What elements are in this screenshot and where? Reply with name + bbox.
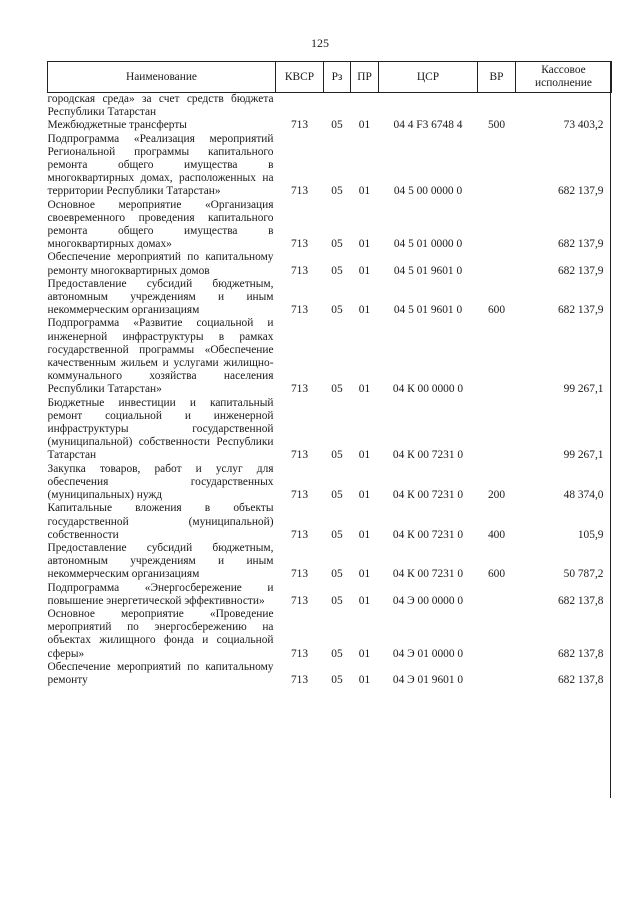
- table-row: [48, 119, 612, 132]
- row-rz: 05: [331, 647, 343, 660]
- row-csr: 04 4 F3 6748 4: [393, 119, 463, 132]
- row-vr: 600: [487, 304, 506, 317]
- row-kvsr: 713: [290, 594, 309, 607]
- table-row: [48, 661, 612, 687]
- row-vr: [478, 397, 516, 463]
- row-amount: 99 267,1: [563, 383, 604, 396]
- table-row: [48, 397, 612, 463]
- row-kvsr: 713: [290, 185, 309, 198]
- header-vr: ВР: [478, 62, 516, 93]
- row-pr: 01: [358, 264, 371, 277]
- row-name: Предоставление субсидий бюджетным, автономным учреждениям и иным некоммерческим организациям: [47, 277, 274, 317]
- table-row: [48, 133, 612, 199]
- row-csr: 04 5 01 9601 0: [393, 264, 463, 277]
- row-rz: 05: [331, 594, 343, 607]
- row-csr: [379, 93, 478, 120]
- row-kvsr: 713: [290, 264, 309, 277]
- row-csr: 04 К 00 7231 0: [392, 449, 464, 462]
- row-kvsr: 713: [290, 238, 309, 251]
- row-name: Межбюджетные трансферты: [47, 119, 187, 132]
- row-name: Закупка товаров, работ и услуг для обеспечения государственных (муниципальных) нужд: [47, 462, 274, 502]
- row-csr: 04 Э 00 0000 0: [392, 594, 464, 607]
- row-amount: 682 137,8: [557, 673, 604, 686]
- row-kvsr: 713: [290, 119, 309, 132]
- row-vr: [478, 317, 516, 396]
- row-pr: [351, 93, 379, 120]
- header-csr: ЦСР: [379, 62, 478, 93]
- table-row: [48, 199, 612, 252]
- header-amount: Кассовое исполнение: [516, 62, 612, 93]
- row-amount: 73 403,2: [563, 119, 604, 132]
- row-pr: 01: [358, 304, 371, 317]
- row-name: Подпрограмма «Развитие социальной и инженерной инфраструктуры в рамках государственной программы «Обеспечение качественным жильем и услугами жилищно-коммунального хозяйства населения Республики Татарстан»: [47, 317, 274, 396]
- row-kvsr: [276, 93, 324, 120]
- table-row: [48, 93, 612, 120]
- row-kvsr: 713: [290, 304, 309, 317]
- row-name: Бюджетные инвестиции и капитальный ремонт социальной и инженерной инфраструктуры государственной (муниципальной) собственности Республики Татарстан: [47, 396, 274, 462]
- row-vr: 400: [487, 528, 506, 541]
- table-row: [48, 502, 612, 542]
- row-pr: 01: [358, 673, 371, 686]
- row-name: Предоставление субсидий бюджетным, автономным учреждениям и иным некоммерческим организациям: [47, 541, 274, 581]
- header-pr: ПР: [351, 62, 379, 93]
- row-name: городская среда» за счет средств бюджета Республики Татарстан: [47, 93, 274, 119]
- table-row: [48, 608, 612, 661]
- table-header-row: [48, 62, 612, 93]
- row-csr: 04 Э 01 0000 0: [392, 647, 464, 660]
- row-name: Капитальные вложения в объекты государственной (муниципальной) собственности: [47, 502, 274, 541]
- header-name: Наименование: [48, 62, 276, 93]
- row-csr: 04 К 00 7231 0: [392, 528, 464, 541]
- row-kvsr: 713: [290, 528, 309, 541]
- budget-table: [47, 61, 612, 687]
- row-rz: 05: [331, 383, 343, 396]
- row-amount: 48 374,0: [563, 489, 604, 502]
- page-number: 125: [311, 36, 329, 50]
- row-vr: [478, 133, 516, 199]
- row-amount: 682 137,9: [557, 238, 604, 251]
- row-rz: 05: [331, 119, 343, 132]
- row-amount: [516, 93, 612, 120]
- row-amount: 50 787,2: [563, 568, 604, 581]
- row-pr: 01: [358, 238, 371, 251]
- row-rz: 05: [331, 673, 343, 686]
- row-pr: 01: [358, 568, 371, 581]
- row-vr: [478, 251, 516, 277]
- table-row: [48, 582, 612, 608]
- header-kvsr: КВСР: [276, 62, 324, 93]
- row-csr: 04 Э 01 9601 0: [392, 673, 464, 686]
- row-pr: 01: [358, 185, 371, 198]
- row-pr: 01: [358, 383, 371, 396]
- row-csr: 04 5 01 9601 0: [393, 304, 463, 317]
- row-rz: 05: [331, 185, 343, 198]
- row-csr: 04 5 01 0000 0: [393, 238, 463, 251]
- row-vr: 600: [487, 568, 506, 581]
- table-row: [48, 278, 612, 318]
- row-name: Основное мероприятие «Организация своевременного проведения капитального ремонта общего имущества в многоквартирных домах»: [47, 198, 274, 251]
- header-rz: Рз: [324, 62, 351, 93]
- table-row: [48, 542, 612, 582]
- row-name: Обеспечение мероприятий по капитальному ремонту многоквартирных домов: [47, 251, 274, 277]
- row-kvsr: 713: [290, 647, 309, 660]
- row-pr: 01: [358, 647, 371, 660]
- row-csr: 04 5 00 0000 0: [393, 185, 463, 198]
- row-kvsr: 713: [290, 673, 309, 686]
- row-amount: 682 137,9: [557, 185, 604, 198]
- row-pr: 01: [358, 594, 371, 607]
- row-vr: 200: [487, 489, 506, 502]
- row-rz: [324, 93, 351, 120]
- row-amount: 99 267,1: [563, 449, 604, 462]
- row-pr: 01: [358, 528, 371, 541]
- row-kvsr: 713: [290, 383, 309, 396]
- row-pr: 01: [358, 489, 371, 502]
- row-rz: 05: [331, 238, 343, 251]
- row-rz: 05: [331, 528, 343, 541]
- row-kvsr: 713: [290, 489, 309, 502]
- row-name: Обеспечение мероприятий по капитальному ремонту: [47, 660, 274, 686]
- row-rz: 05: [331, 304, 343, 317]
- row-vr: [478, 661, 516, 687]
- row-rz: 05: [331, 568, 343, 581]
- row-csr: 04 К 00 0000 0: [392, 383, 464, 396]
- row-kvsr: 713: [290, 449, 309, 462]
- row-vr: [478, 93, 516, 120]
- row-amount: 682 137,9: [557, 304, 604, 317]
- row-name: Подпрограмма «Энергосбережение и повышение энергетической эффективности»: [47, 581, 274, 607]
- table-right-border: [610, 61, 611, 798]
- row-name: Основное мероприятие «Проведение мероприятий по энергосбережению на объектах жилищного фонда и социальной сферы»: [47, 607, 274, 660]
- row-rz: 05: [331, 489, 343, 502]
- table-row: [48, 463, 612, 503]
- row-amount: 682 137,9: [557, 264, 604, 277]
- row-csr: 04 К 00 7231 0: [392, 568, 464, 581]
- row-pr: 01: [358, 119, 371, 132]
- row-rz: 05: [331, 449, 343, 462]
- row-name: Подпрограмма «Реализация мероприятий Региональной программы капитального ремонта общего имущества в многоквартирных домах, расположенных на территории Республики Татарстан»: [47, 132, 274, 198]
- row-rz: 05: [331, 264, 343, 277]
- row-vr: [478, 582, 516, 608]
- table-row: [48, 317, 612, 396]
- row-csr: 04 К 00 7231 0: [392, 489, 464, 502]
- row-amount: 682 137,8: [557, 594, 604, 607]
- row-pr: 01: [358, 449, 371, 462]
- row-vr: [478, 199, 516, 252]
- row-kvsr: 713: [290, 568, 309, 581]
- row-amount: 682 137,8: [557, 647, 604, 660]
- table-row: [48, 251, 612, 277]
- row-vr: 500: [487, 119, 506, 132]
- row-vr: [478, 608, 516, 661]
- row-amount: 105,9: [577, 528, 604, 541]
